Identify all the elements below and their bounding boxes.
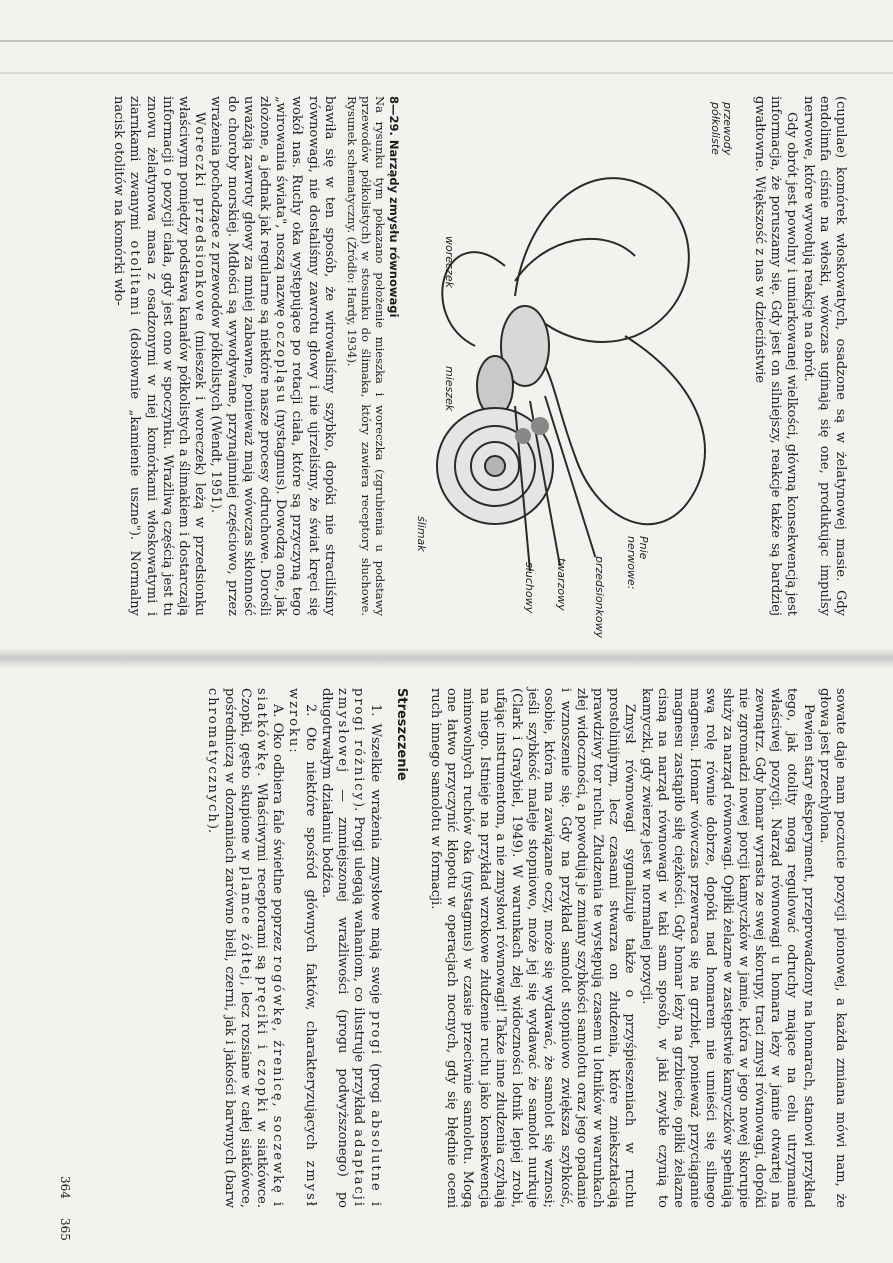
spaced-term: rogówkę, źrenicę, soczewkę i siatkówkę	[254, 688, 286, 1208]
text-run: w siatkówce. Czopki, gęsto skupione w	[237, 688, 270, 1208]
caption-title: 8—29. Narządy zmysłu równowagi	[386, 96, 401, 318]
paragraph: sowate daje nam poczucie pozycji pionowej, a każda zmiana mówi nam, że głowa jest przechylona.	[816, 688, 848, 1208]
text-run: ). Progi ulegają wahaniom, co ilustruje przykład	[351, 802, 367, 1125]
text-run: (progi	[367, 1063, 383, 1104]
paragraph	[207, 96, 337, 616]
text-run: . Właściwymi receptorami są	[254, 772, 270, 970]
label-cochlea: ślimak	[414, 516, 428, 552]
paragraph: (cupulae) komórek włoskowatych, osadzone są w żelatynowej masie. Gdy endolimfa ciśnie na włoski, wówczas uginają się one, produkując impulsy nerwowe, które wywołują reakcję na obrót.	[800, 96, 848, 616]
text-run: :	[286, 748, 302, 753]
spaced-term: otolitami	[127, 240, 143, 318]
paragraph: Pewien stary eksperyment, przeprowadzony na homarach, stanowi przykład tego, jak otolity mogą regulować odruchy mające na celu utrzymanie właściwej pozycji. Narząd równowagi u homara leży w jamie otwartej na zewnątrz. Gdy homar wyrasta ze swej skorupy, traci zmysł równowagi, dopóki nie zgromadzi nowej porcji kamyczków w jamie, która w jego nowej skorupie służy za narząd równowagi. Opiłki żelazne w zastępstwie kamyczków spełniają swą rolę równie dobrze, dopóki nad homarem nie umieści się silnego magnesu. Homar wówczas przewraca się na grzbiet, ponieważ przyciąganie magnesu zastąpiło siłę ciężkości. Gdy homar leży na grzbiecie, opiłki żelazne cisną na narząd równowagi w taki sam sposób, w jaki zwykle czynią to kamyczki, gdy zwierzę jest w normalnej pozycji.	[638, 688, 816, 1208]
label-facial: twarzowy	[554, 558, 568, 611]
summary-item-2	[285, 688, 317, 1208]
summary-heading: Streszczenie	[393, 688, 409, 781]
caption-text: Na rysunku tym pokazano położenie mieszka i woreczka (zgrubienia u podstawy przewodów półkolistych) w stosunku do ślimaka, który zawiera receptory słuchowe. Rysunek schematyczny. (Źródło: Hardy, 1934).	[344, 96, 387, 616]
label-auditory: słuchowy	[522, 562, 536, 614]
scan-artifact-line	[0, 40, 893, 42]
text-run: 2. Oto niektóre spośród głównych faktów, charakteryzujących	[302, 704, 318, 1150]
paragraph	[110, 96, 207, 616]
spaced-term: oczopląsu	[273, 321, 289, 405]
text-run: (nystagmus). Dowodzą one, jak złożone, a jednak jak regularne są niektóre nasze procesy odruchowe. Dorośli uważają zawroty głowy za mniej zabawne, ponieważ mają wówczas skłonność do choroby morskiej. Mdłości są wywoływane, przynajmniej częściowo, przez wrażenia pochodzące z przewodów półkolistych (Wendt, 1951).	[208, 96, 289, 616]
text-run: bawiła się w ten sposób, że wirowaliśmy szybko, dopóki nie straciliśmy równowagi, nie dostaliśmy zawrotu głowy i nie ujrzeliśmy, że świat kręci się wokół nas. Ruchy oka występujące po rotacji ciała, które są przyczyną tego „wirowania świata", noszą nazwę	[273, 96, 337, 616]
label-vestibular: przedsionkowy	[592, 556, 606, 639]
paragraph: Gdy obrót jest powolny i umiarkowanej wielkości, główną konsekwencją jest informacja, że poruszamy się. Gdy jest on silniejszy, reakcje także są bardziej gwałtowne. Większość z nas w dzieciństwie	[751, 96, 800, 616]
text-run: (mieszek i woreczek) leżą w przedsionku właściwym pomiędzy podstawą kanałów półkolistych a ślimakiem i dostarczają informacji o pozycji ciała, gdy jest ono w spoczynku. Wrażliwą częścią jest tu znowu żelatynowa masa z osadzonymi w niej komórkami włoskowatymi i ziarnkami zwanymi	[127, 96, 208, 616]
text-run: (dosłownie „kamienie uszne"). Normalny nacisk otolitów na komórki wło-	[111, 96, 143, 616]
spaced-term: plamce żółtej	[237, 866, 253, 982]
page-number: 364	[58, 1176, 72, 1199]
spaced-term: progi	[367, 1011, 383, 1056]
left-page-column-1	[110, 96, 848, 639]
inner-ear-drawing	[405, 96, 745, 616]
text-run: A. Oko odbiera fale świetlne poprzez	[270, 704, 286, 952]
right-page	[28, 688, 848, 1241]
label-canals: przewody półkoliste	[708, 102, 734, 156]
right-page-column	[204, 688, 848, 1208]
text-run: , lecz rozsiane w całej siatkówce, pośredniczą w doznaniach zarówno bieli, czerni, jak i jakości barwnych (barw	[221, 688, 253, 1208]
paragraph: Zmysł równowagi sygnalizuje także o przyśpieszeniach w ruchu prostolinijnym, lecz czasami stwarza on złudzenia, które zniekształcają prawdziwy tor ruchu. Złudzenia te występują czasem u lotników w warunkach złej widoczności, a powodują je zmiany szybkości samolotu oraz jego opadanie i wznoszenie się. Gdy na przykład samolot stopniowo zwiększa szybkość, osobie, która ma zawiązane oczy, może się wydawać, że samolot się wznosi; jeśli szybkość maleje stopniowo, może jej się wydawać że samolot nurkuje (Clark i Graybiel, 1949). W warunkach złej widoczności lotnik lepiej zrobi, ufając instrumentom, a nie zmysłowi równowagi! Także inne złudzenia czyhają na niego. Istnieje na przykład wzrokowe złudzenie ruchu jako konsekwencja mimowolnych ruchów oka (nystagmus) w czasie przeciwnie samolotu. Mogą one łatwo przyczynić kłopotu w operacjach nocnych, gdy się błędnie oceni ruch innego samolotu w formacji.	[427, 688, 638, 1208]
text-run: ).	[205, 823, 221, 834]
label-nerves-header: Pnie nerwowe:	[624, 536, 650, 590]
spaced-term: absolutne i progi różnicy	[351, 688, 383, 1208]
label-saccule: mieszek	[442, 366, 456, 412]
scan-artifact-line	[0, 72, 893, 74]
spaced-term: zmysł wzroku	[286, 688, 318, 1208]
summary-item-2a	[204, 688, 285, 1208]
spaced-term: chromatycznych	[205, 688, 221, 824]
text-run: — zmniejszonej wrażliwości (progu podwyższonego) po długotrwałym działaniu bodźca.	[318, 688, 351, 1208]
page-number: 365	[58, 1218, 72, 1241]
summary-item-1	[318, 688, 383, 1208]
spaced-term: Woreczki przedsionkowe	[192, 112, 208, 323]
spaced-term: adaptacji zmysłowej	[335, 688, 367, 1208]
label-utricle: woreczek	[442, 236, 456, 288]
figure-caption	[345, 96, 401, 616]
spaced-term: pręciki i czopki	[254, 976, 270, 1114]
text-run: 1. Wszelkie wrażenia zmysłowe mają swoje	[367, 704, 383, 1004]
ear-figure	[405, 96, 745, 639]
